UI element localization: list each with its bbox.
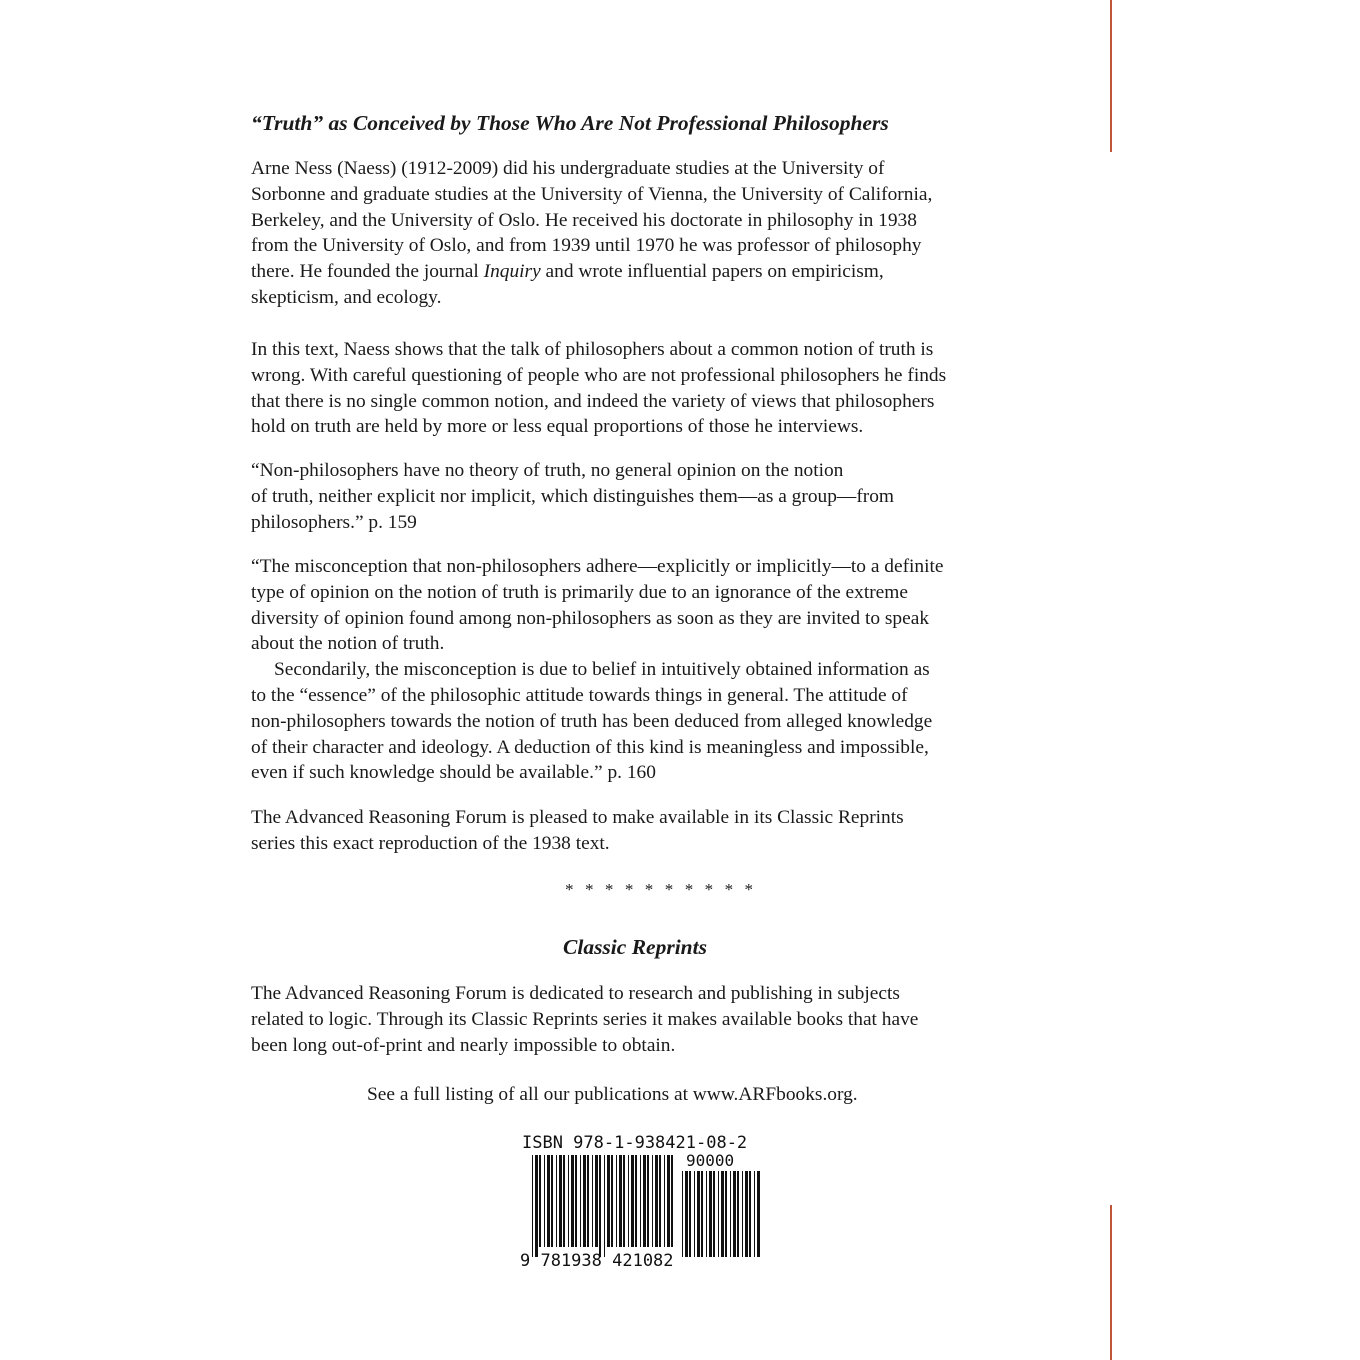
quote-one xyxy=(251,458,894,535)
barcode-bar xyxy=(749,1171,751,1257)
summary-line: In this text, Naess shows that the talk of philosophers about a common notion of truth is xyxy=(251,339,934,360)
page-heading: “Truth” as Conceived by Those Who Are Not Professional Philosophers xyxy=(251,111,889,135)
quote-line: even if such knowledge should be available.” p. 160 xyxy=(251,762,656,784)
barcode-bar xyxy=(659,1155,661,1247)
barcode-digits: 9 781938 421082 xyxy=(520,1251,674,1271)
barcode-bar xyxy=(583,1155,586,1247)
forum-line: The Advanced Reasoning Forum is dedicated to research and publishing in subjects xyxy=(251,983,900,1004)
barcode-bar xyxy=(689,1171,691,1257)
bio-line: Arne Ness (Naess) (1912-2009) did his undergraduate studies at the University of xyxy=(251,158,885,179)
addon-digits: 90000 xyxy=(686,1151,735,1170)
barcode-bar xyxy=(547,1155,550,1247)
bio-line: Sorbonne and graduate studies at the University of Vienna, the University of California, xyxy=(251,183,933,205)
barcode-bar xyxy=(709,1171,712,1257)
barcode-bar xyxy=(742,1171,743,1257)
barcode-bar xyxy=(643,1155,646,1247)
barcode-bar xyxy=(671,1155,673,1247)
quote-two xyxy=(251,554,944,786)
summary-line: wrong. With careful questioning of people who are not professional philosophers he finds xyxy=(251,364,947,386)
bio-line: skepticism, and ecology. xyxy=(251,286,442,308)
reprint-line: The Advanced Reasoning Forum is pleased to make available in its Classic Reprints xyxy=(251,807,904,828)
barcode-bar xyxy=(701,1171,703,1257)
barcode-bar xyxy=(655,1155,658,1247)
barcode-bar xyxy=(640,1155,641,1247)
barcode-bar xyxy=(568,1155,569,1247)
trim-mark-top xyxy=(1110,0,1112,152)
quote-line: “Non-philosophers have no theory of truth, no general opinion on the notion xyxy=(251,460,844,481)
barcode-bar xyxy=(575,1155,577,1247)
barcode-bar xyxy=(737,1171,739,1257)
forum-line: been long out-of-print and nearly impossible to obtain. xyxy=(251,1034,676,1056)
barcode-bar xyxy=(587,1155,589,1247)
barcode-bar xyxy=(652,1155,653,1247)
section-separator: * * * * * * * * * * xyxy=(565,880,757,899)
barcode-bar xyxy=(551,1155,553,1247)
quote-line: “The misconception that non-philosophers adhere—explicitly or implicitly—to a definite xyxy=(251,556,944,577)
bio-text: and wrote influential papers on empiricism, xyxy=(540,261,884,283)
barcode-bar xyxy=(611,1155,613,1247)
quote-line: of their character and ideology. A deduction of this kind is meaningless and impossible, xyxy=(251,736,929,758)
barcode-bar xyxy=(592,1155,593,1247)
barcode-bar xyxy=(682,1171,683,1257)
barcode-bar xyxy=(563,1155,565,1247)
barcode-bar xyxy=(733,1171,736,1257)
reprint-note xyxy=(251,805,904,857)
barcode-bar xyxy=(706,1171,707,1257)
journal-title: Inquiry xyxy=(483,261,541,283)
barcode-bar xyxy=(539,1155,541,1247)
barcode-bar xyxy=(580,1155,581,1247)
trim-mark-bottom xyxy=(1110,1205,1112,1360)
quote-line: Secondarily, the misconception is due to belief in intuitively obtained information as xyxy=(274,659,930,681)
bio-line: from the University of Oslo, and from 1939 until 1970 he was professor of philosophy xyxy=(251,235,922,257)
barcode-bar xyxy=(619,1155,622,1247)
isbn-barcode xyxy=(518,1131,766,1271)
barcode-bar xyxy=(721,1171,724,1257)
barcode-bar xyxy=(685,1171,688,1257)
barcode-bar xyxy=(628,1155,629,1247)
barcode-bar xyxy=(535,1155,538,1257)
barcode-bar xyxy=(757,1171,760,1257)
barcode-bar xyxy=(607,1155,610,1247)
forum-description xyxy=(251,981,918,1058)
section-title: Classic Reprints xyxy=(563,935,707,959)
barcode-bar xyxy=(616,1155,617,1247)
barcode-bar xyxy=(697,1171,700,1257)
isbn-label: ISBN 978-1-938421-08-2 xyxy=(522,1133,748,1153)
addon-barcode-bars xyxy=(682,1171,760,1257)
barcode-bar xyxy=(694,1171,695,1257)
forum-line: related to logic. Through its Classic Reprints series it makes available books that have xyxy=(251,1008,919,1030)
barcode-bar xyxy=(556,1155,557,1247)
barcode-bar xyxy=(595,1155,598,1247)
barcode-bar xyxy=(713,1171,715,1257)
barcode-bar xyxy=(532,1155,533,1257)
bio-text: there. He founded the journal xyxy=(251,261,484,283)
summary-line: hold on truth are held by more or less equal proportions of those he interviews. xyxy=(251,416,864,438)
barcode-bar xyxy=(635,1155,637,1247)
barcode-bar xyxy=(571,1155,574,1247)
barcode-bar xyxy=(559,1155,562,1247)
barcode-bar xyxy=(730,1171,731,1257)
barcode-bar xyxy=(718,1171,719,1257)
quote-line: type of opinion on the notion of truth is primarily due to an ignorance of the extreme xyxy=(251,581,908,603)
barcode-bar xyxy=(623,1155,625,1247)
quote-line: to the “essence” of the philosophic attitude towards things in general. The attitude of xyxy=(251,684,908,706)
barcode-bar xyxy=(664,1155,665,1247)
barcode-bar xyxy=(599,1155,601,1257)
summary-line: that there is no single common notion, and indeed the variety of views that philosophers xyxy=(251,390,935,412)
barcode-bar xyxy=(667,1155,670,1247)
quote-line: about the notion of truth. xyxy=(251,633,445,655)
barcode-bar xyxy=(745,1171,748,1257)
publications-listing: See a full listing of all our publications at www.ARFbooks.org. xyxy=(367,1084,858,1105)
barcode-graphic xyxy=(518,1131,766,1271)
summary-paragraph xyxy=(251,337,946,440)
main-barcode-bars xyxy=(532,1155,673,1257)
barcode-bar xyxy=(754,1171,755,1257)
barcode-bar xyxy=(725,1171,727,1257)
barcode-bar xyxy=(631,1155,634,1247)
quote-line: philosophers.” p. 159 xyxy=(251,511,417,533)
reprint-line: series this exact reproduction of the 1938 text. xyxy=(251,832,610,854)
quote-line: non-philosophers towards the notion of truth has been deduced from alleged knowledge xyxy=(251,710,933,732)
barcode-bar xyxy=(604,1155,605,1257)
bio-line xyxy=(251,259,932,285)
author-bio xyxy=(251,156,932,311)
barcode-bar xyxy=(647,1155,649,1247)
quote-line: of truth, neither explicit nor implicit, which distinguishes them—as a group—from xyxy=(251,485,895,507)
quote-line: diversity of opinion found among non-philosophers as soon as they are invited to speak xyxy=(251,607,930,629)
bio-line: Berkeley, and the University of Oslo. He received his doctorate in philosophy in 1938 xyxy=(251,209,917,231)
barcode-bar xyxy=(544,1155,545,1247)
